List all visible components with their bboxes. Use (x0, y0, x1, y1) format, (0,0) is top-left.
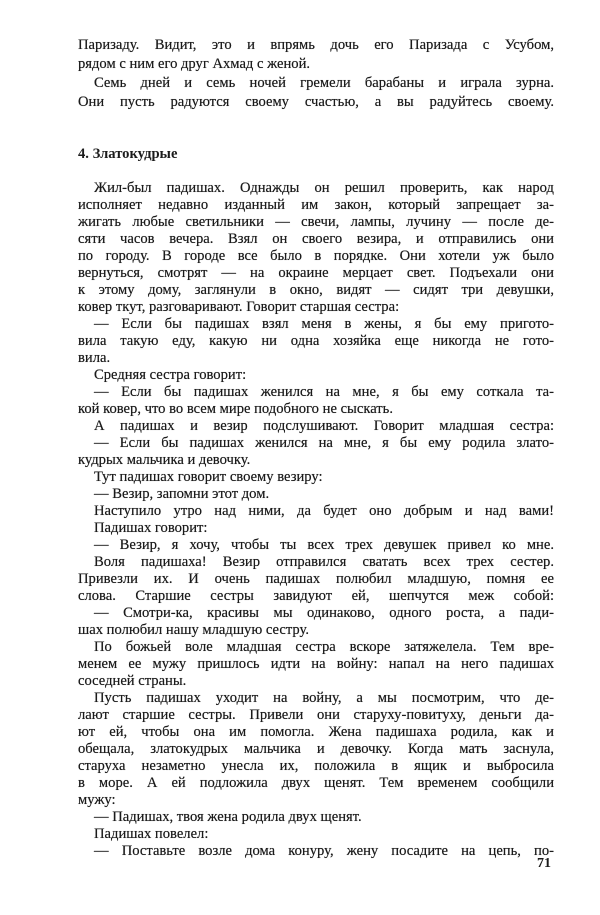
text-line: — Смотри-ка, красивы мы одинаково, одного роста, а пади- (94, 605, 554, 621)
text-line: ют ей, чтобы она им помогла. Жена падишаха родила, как и (78, 724, 554, 740)
text-line: жигать любые светильники — свечи, лампы, лучину — после де- (78, 214, 554, 230)
text-line: — Поставьте возле дома конуру, жену посадите на цепь, по- (94, 843, 554, 859)
paragraph (78, 809, 554, 826)
text-line: обещала, златокудрых мальчика и девочку. Когда мать заснула, (78, 741, 554, 757)
text-line: исполняет недавно изданный им закон, который запрещает за- (78, 197, 554, 213)
text-line: кудрых мальчика и девочку. (78, 452, 251, 468)
text-line: по городу. В городе все было в порядке. Они хотели уж было (78, 248, 554, 264)
text-line: — Если бы падишах женился на мне, я бы ему родила злато- (94, 435, 554, 451)
paragraph (78, 639, 554, 690)
text-line: вернуться, смотрят — на окраине мерцает свет. Подъехали они (78, 265, 554, 281)
text-line: — Если бы падишах взял меня в жены, я бы ему пригото- (94, 316, 554, 332)
text-line: вила такую еду, какую ни одна хозяйка еще никогда не гото- (78, 333, 554, 349)
paragraph (78, 843, 554, 860)
paragraph (78, 435, 554, 469)
previous-story-ending (78, 36, 554, 112)
paragraph (78, 503, 554, 520)
text-line: — Если бы падишах женился на мне, я бы ему соткала та- (94, 384, 554, 400)
text-line: рядом с ним его друг Ахмад с женой. (78, 56, 311, 72)
text-line: — Везир, я хочу, чтобы ты всех трех девушек привел ко мне. (94, 537, 554, 553)
text-line: ковер ткут, разговаривают. Говорит старшая сестра: (78, 299, 400, 315)
text-line: А падишах и везир подслушивают. Говорит младшая сестра: (94, 418, 554, 434)
paragraph (78, 554, 554, 605)
paragraph (78, 690, 554, 809)
text-line: — Падишах, твоя жена родила двух щенят. (94, 809, 362, 825)
paragraph (78, 520, 554, 537)
paragraph (78, 316, 554, 367)
text-line: мужу: (78, 792, 116, 808)
text-line: Паризаду. Видит, это и впрямь дочь его Паризада с Усубом, (78, 37, 554, 53)
text-line: кой ковер, что во всем мире подобного не сыскать. (78, 401, 393, 417)
text-line: Воля падишаха! Везир отправился сватать всех трех сестер. (94, 554, 554, 570)
paragraph (78, 826, 554, 843)
paragraph (78, 36, 554, 74)
text-line: Падишах повелел: (94, 826, 209, 842)
text-line: Они пусть радуются своему счастью, а вы радуйтесь своему. (78, 94, 554, 110)
text-line: соседней страны. (78, 673, 187, 689)
chapter-heading: 4. Златокудрые (78, 146, 178, 162)
paragraph (78, 180, 554, 316)
text-line: Привезли их. И очень падишах полюбил младшую, помня ее (78, 571, 554, 587)
paragraph (78, 384, 554, 418)
text-line: Наступило утро над ними, да будет оно добрым и над вами! (94, 503, 554, 519)
text-line: вила. (78, 350, 111, 366)
text-line: — Везир, запомни этот дом. (94, 486, 270, 502)
text-line: Тут падишах говорит своему везиру: (94, 469, 323, 485)
text-line: к этому дому, заглянули в окно, видят — сидят три девушки, (78, 282, 554, 298)
text-line: старуха незаметно унесла их, положила в ящик и выбросила (78, 758, 554, 774)
page-number: 71 (537, 856, 551, 871)
text-line: Падишах говорит: (94, 520, 208, 536)
text-line: Семь дней и семь ночей гремели барабаны и играла зурна. (94, 75, 554, 91)
paragraph (78, 469, 554, 486)
text-line: Жил-был падишах. Однажды он решил проверить, как народ (94, 180, 554, 196)
paragraph (78, 367, 554, 384)
text-line: шах полюбил нашу младшую сестру. (78, 622, 310, 638)
text-line: слова. Старшие сестры завидуют ей, шепчутся меж собой: (78, 588, 554, 604)
paragraph (78, 537, 554, 554)
text-line: Средняя сестра говорит: (94, 367, 247, 383)
text-line: в море. А ей подложила двух щенят. Тем временем сообщили (78, 775, 554, 791)
paragraph (78, 74, 554, 112)
text-line: лают старшие сестры. Привели они старуху-повитуху, деньги да- (78, 707, 554, 723)
text-line: По божьей воле младшая сестра вскоре затяжелела. Тем вре- (94, 639, 554, 655)
paragraph (78, 605, 554, 639)
paragraph (78, 418, 554, 435)
text-line: сяти часов вечера. Взял он своего везира, и отправились они (78, 231, 554, 247)
paragraph (78, 486, 554, 503)
text-line: менем ее мужу пришлось идти на войну: напал на него падишах (78, 656, 554, 672)
story-body (78, 180, 554, 860)
text-line: Пусть падишах уходит на войну, а мы посмотрим, что де- (94, 690, 554, 706)
